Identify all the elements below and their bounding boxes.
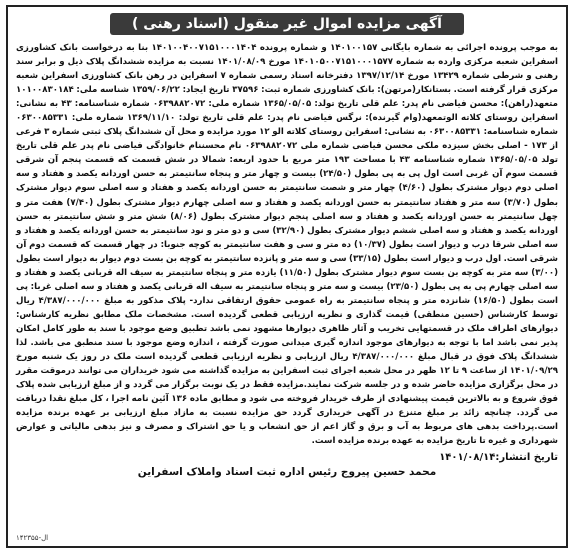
publish-date: تاریخ انتشار:۱۴۰۱/۰۸/۱۴ — [439, 452, 558, 464]
notice-title: آگهی مزایده اموال غیر منقول (اسناد رهنی ) — [110, 13, 464, 35]
title-wrap — [16, 13, 558, 35]
signature: محمد حسین پیروج رئیس اداره ثبت اسناد واملاک اسفراین — [137, 466, 437, 479]
reference-code: ال-۱۴۲۳۵۵ — [16, 534, 49, 542]
notice-frame — [6, 5, 568, 548]
notice-body: به موجب پرونده اجرائی به شماره بایگانی ۱۴۰۱۰۰۱۵۷ و شماره پرونده ۱۴۰۱۰۰۴۰۰۷۱۵۱۰۰۰۱۴۰۴ بنا به درخواست بانک کشاورزی اسفراین شعبه مرکزی وارده به شماره ۱۴۰۱۰۵۰۰۷۱۵۱۰۰۰۱۵۷۷ مورخ ۱۴۰۱/۰۸/۰۹ نسبت به مزایده ششدانگ پلاک ذیل و برابر سند رهنی و شرطی شماره ۱۳۴۲۹ مورخ ۱۳۹۷/۱۲/۱۴ دفترخانه اسناد رسمی شماره ۷ اسفراین در رهن بانک کشاورزی اسفراین شعبه مرکزی قرار گرفته است. بستانکار(مرتهن): بانک کشاورزی شماره ثبت: ۳۷۵۹۶ تاریخ ایجاد: ۱۳۵۹/۰۶/۲۲ شناسه ملی: ۱۰۱۰۰۸۳۰۱۸۴ متعهد(راهن): محسن فیاضی نام پدر: علم قلی تاریخ تولد: ۱۳۶۵/۰۵/۰۵ شماره ملی: ۰۶۳۹۸۸۲۰۷۲ شماره شناسنامه: ۴۳ به نشانی: اسفراین روستای کلاته الوتمعهد(وام گیرنده): نرگس فیاضی نام پدر: علم قلی تاریخ تولد: ۱۳۶۹/۱۱/۱۰ شماره ملی: ۰۶۳۰۰۸۵۳۳۱ شماره شناسنامه: ۰۶۳۰۰۸۵۳۳۱ به نشانی: اسفراین روستای کلاته الو ۱۲ مورد مزایده و محل آن ششدانگ پلاک ثبتی شماره ۳ فرعی از ۱۷۳ - اصلی بخش سیزده ملکی محسن فیاضی شماره ملی ۰۶۳۹۸۸۲۰۷۲ نام محسننام خانوادگی فیاضی نام پدر علم قلی تاریخ تولد ۱۳۶۵/۰۵/۰۵ شماره شناسنامه ۴۳ با مساحت ۱۹۳ متر مربع با حدود اربعه: شمالا در شش قسمت که قسمت پنجم آن شرقی قسمت سوم آن غربی است اول پی به پی بطول (۲۴/۵۰) بیست و چهار متر و پنجاه سانتیمتر به حسن اوردانه یکصد و هفتاد و سه اصلی دوم دیوار مشترک بطول (۴/۶۰) چهار متر و شصت سانتیمتر به حسن اوردانه یکصد و هفتاد و سه اصلی سوم دیوار مشترک بطول (۳/۷۰) سه متر و هفتاد سانتیمتر به حسن اوردانه یکصد و هفتاد و سه اصلی چهارم دیوار مشترک بطول (۷/۴۰) هفت متر و چهل سانتیمتر به حسن اوردانه یکصد و هفتاد و سه اصلی پنجم دیوار مشترک بطول (۸/۰۶) شش متر و شش سانتیمتر به حسن اوردانه یکصد و هفتاد و سه اصلی ششم دیوار مشترک بطول (۳۲/۹۰) سی و دو متر و نود سانتیمتر به حسن اوردانه یکصد و هفتاد و سه اصلی شرقا درب و دیوار است بطول (۱۰/۳۷) ده متر و سی و هفت سانتیمتر به کوچه جنوبا: در چهار قسمت که قسمت دوم آن شرقی است. اول درب و دیوار است بطول (۳۳/۱۵) سی و سه متر و پانزده سانتیمتر به کوچه بن بست دوم دیوار به دیوار است بطول (۳/۰۰) سه متر به کوچه بن بست سوم دیوار مشترک بطول (۱۱/۵۰) یازده متر و پنجاه سانتیمتر به سیف اله قربانی یکصد و هفتاد و سه اصلی چهارم پی به پی بطول (۲۳/۵۰) بیست و سه متر و پنجاه سانتیمتر به سیف اله قربانی یکصد و هفتاد و سه اصلی غربا: پی است بطول (۱۶/۵۰) شانزده متر و پنجاه سانتیمتر به راه عمومی حقوق ارتفاقی ندارد- پلاک مذکور به مبلغ ۴/۳۸۷/۰۰۰/۰۰۰ ریال توسط کارشناس (حسین منطقی) قیمت گذاری و نظریه ارزیابی قطعی گردیده است. مشخصات ملک مطابق نظریه کارشناس: دیوارهای اطراف ملک در قسمتهایی تخریب و آثار ظاهری دیوارها مشهود نمی باشد تطبیق وضع موجود با سند به طور کامل امکان پذیر نمی باشد اما با توجه به دیوارهای موجود اندازه گیری میدانی صورت گرفته ، اندازه وضع موجود با سند منطبق می باشد. لذا ششدانگ پلاک فوق در قبال مبلغ ۴/۳۸۷/۰۰۰/۰۰۰ ریال ارزیابی و نظریه ارزیابی قطعی گردیده است ملک در روز یک شنبه مورخ ۱۴۰۱/۰۹/۲۹ از ساعت ۹ تا ۱۲ ظهر در محل شعبه اجرای ثبت اسفراین به مزایده گذاشته می شود خریداران می توانند درموقت مقرر در محل برگزاری مزایده حاضر شده و در جلسه شرکت نمایند.مزایده فقط در یک نوبت برگزار می گردد و از مبلغ ارزیابی شده پلاک فوق شروع و به بالاترین قیمت پیشنهادی از طرف خریدار فروخته می شود و مطابق ماده ۱۳۶ آئین نامه اجرا ، کل مبلغ نقدا دریافت می گردد. چنانچه زائد بر مبلغ متنزع در آگهی خریداری گردد حق مزایده نسبت به مازاد مبلغ ارزیابی بر عهده برنده مزایده است.پرداخت بدهی های مربوط به آب و برق و گاز اعم از حق انشعاب و یا حق اشتراک و مصرف و نیز بدهی مالیاتی و عوارض شهرداری و غیره تا تاریخ مزایده به عهده برنده مزایده است. — [16, 43, 559, 447]
